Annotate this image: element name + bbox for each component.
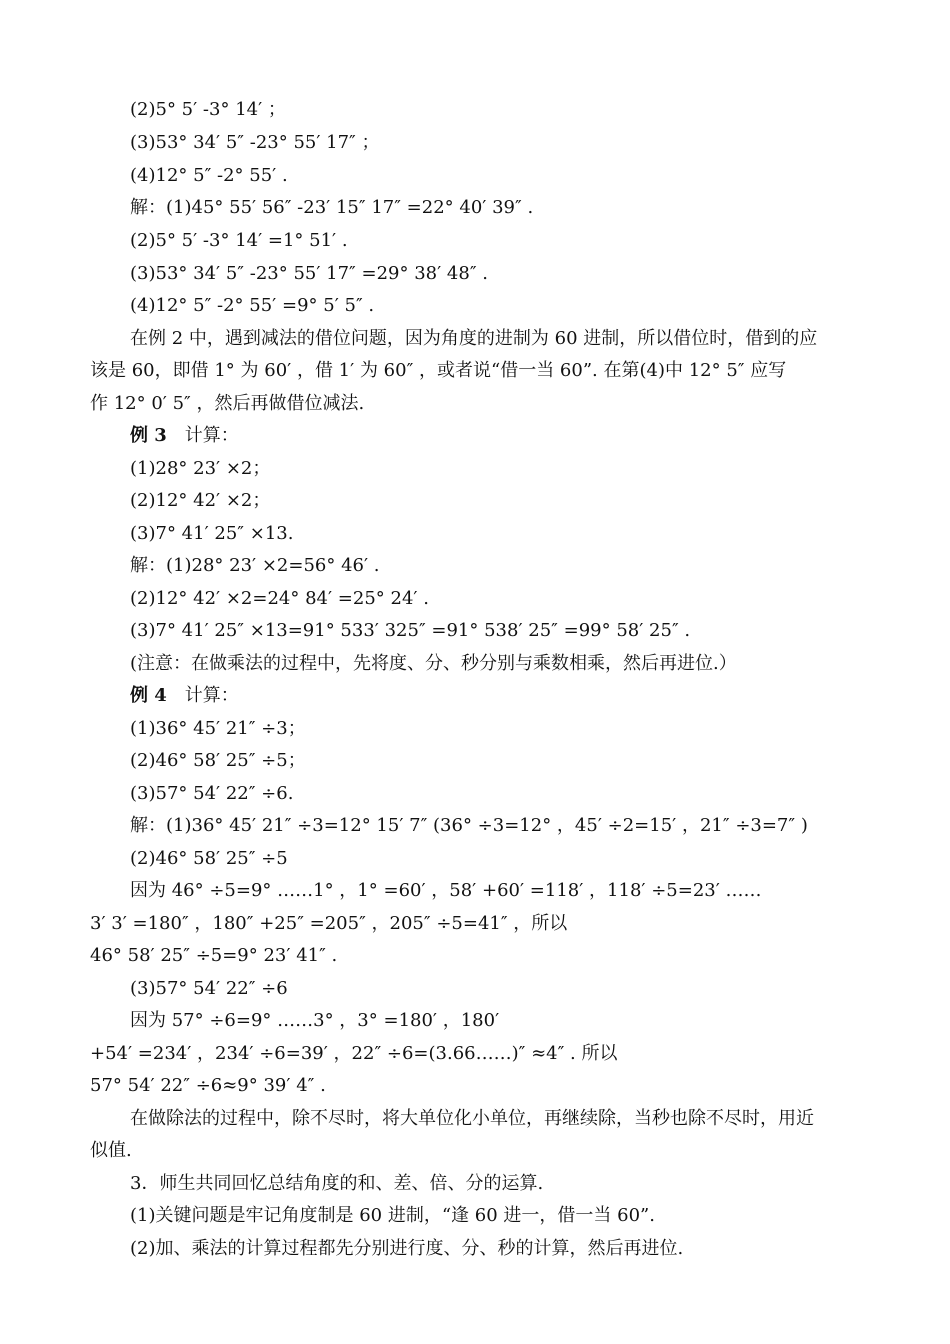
example-4-heading: 例 4 计算： [130,685,239,706]
text-line: (3)7° 41′ 25″ ×13=91° 533′ 325″ =91° 538′ 25″ =99° 58′ 25″ . [130,620,691,641]
text-line: (3)53° 34′ 5″ -23° 55′ 17″ =29° 38′ 48″ . [130,263,488,284]
text-line: 3′ 3′ =180″ ，180″ +25″ =205″ ，205″ ÷5=41″ ，所以 [90,913,568,934]
text-line: (2)12° 42′ ×2； [130,490,271,511]
text-line: 3．师生共同回忆总结角度的和、差、倍、分的运算. [130,1173,544,1194]
text-line: (2)12° 42′ ×2=24° 84′ =25° 24′ . [130,588,429,609]
text-line: (1)28° 23′ ×2； [130,458,271,479]
text-line: (2)46° 58′ 25″ ÷5 [130,848,288,869]
text-line: 在例 2 中，遇到减法的借位问题，因为角度的进制为 60 进制，所以借位时，借到的应 [130,328,818,349]
text-line: (2)加、乘法的计算过程都先分别进行度、分、秒的计算，然后再进位. [130,1238,684,1259]
text-line: 因为 46° ÷5=9° ……1° ，1° =60′ ，58′ +60′ =118′ ，118′ ÷5=23′ …… [130,880,762,901]
text-line: 因为 57° ÷6=9° ……3° ，3° =180′ ，180′ [130,1010,500,1031]
text-line: (1)关键问题是牢记角度制是 60 进制，“逢 60 进一，借一当 60”. [130,1205,655,1226]
text-line: 在做除法的过程中，除不尽时，将大单位化小单位，再继续除，当秒也除不尽时，用近 [130,1108,814,1129]
text-line: (2)46° 58′ 25″ ÷5； [130,750,306,771]
text-line: 解：(1)28° 23′ ×2=56° 46′ . [130,555,380,576]
text-line: (4)12° 5″ -2° 55′ =9° 5′ 5″ . [130,295,375,316]
text-line: (3)57° 54′ 22″ ÷6 [130,978,288,999]
text-line: 46° 58′ 25″ ÷5=9° 23′ 41″ . [90,945,338,966]
text-line: (4)12° 5″ -2° 55′ . [130,165,288,186]
example-label: 例 4 [130,685,167,706]
example-label: 例 3 [130,425,167,446]
text-line: (2)5° 5′ -3° 14′ ； [130,99,286,120]
text-line: (1)36° 45′ 21″ ÷3； [130,718,306,739]
text-line: (2)5° 5′ -3° 14′ =1° 51′ . [130,230,348,251]
text-line: 57° 54′ 22″ ÷6≈9° 39′ 4″ . [90,1075,326,1096]
text-line: 似值. [90,1140,132,1161]
text-line: (注意：在做乘法的过程中，先将度、分、秒分别与乘数相乘，然后再进位.） [130,653,737,674]
example-3-heading: 例 3 计算： [130,425,239,446]
text-line: 解：(1)36° 45′ 21″ ÷3=12° 15′ 7″ (36° ÷3=12° ，45′ ÷2=15′ ，21″ ÷3=7″ ) [130,815,808,836]
text-line: +54′ =234′ ，234′ ÷6=39′ ，22″ ÷6=(3.66……)″ ≈4″ . 所以 [90,1043,618,1064]
text-line: (3)53° 34′ 5″ -23° 55′ 17″ ； [130,132,380,153]
text-line: 作 12° 0′ 5″ ，然后再做借位减法. [90,393,365,414]
text-line: (3)7° 41′ 25″ ×13. [130,523,294,544]
text-line: 该是 60，即借 1° 为 60′ ，借 1′ 为 60″ ，或者说“借一当 60”. 在第(4)中 12° 5″ 应写 [90,360,787,381]
text-line: 解：(1)45° 55′ 56″ -23′ 15″ 17″ =22° 40′ 39″ . [130,197,534,218]
text-line: (3)57° 54′ 22″ ÷6. [130,783,294,804]
